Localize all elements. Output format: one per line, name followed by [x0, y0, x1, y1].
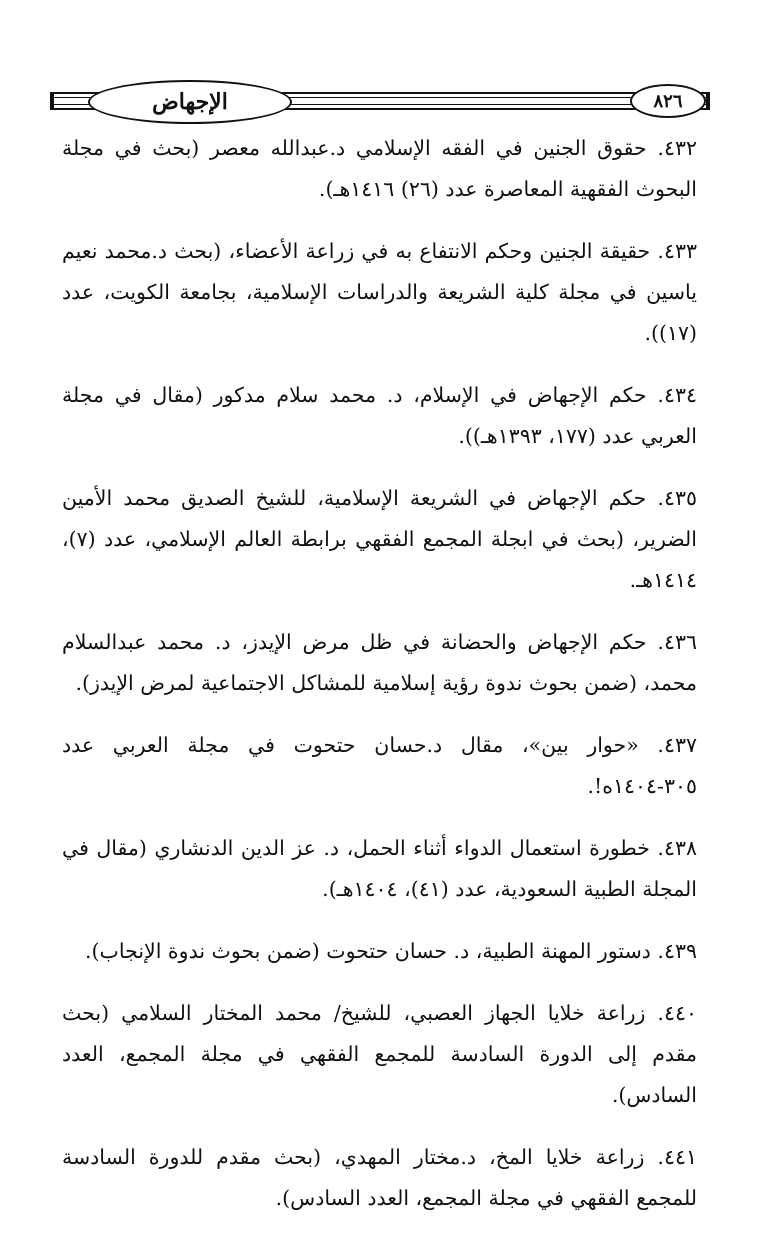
entry-text: «حوار بين»، مقال د.حسان حتحوت في مجلة العربي عدد ٣٠٥-١٤٠٤ه!. [62, 733, 697, 798]
bibliography-entry [62, 931, 697, 972]
entry-number: ٤٣٣. [657, 239, 697, 263]
entry-text: حقوق الجنين في الفقه الإسلامي د.عبدالله معصر (بحث في مجلة البحوث الفقهية المعاصرة عدد (٢٦) ١٤١٦هـ). [62, 136, 697, 201]
entry-text: دستور المهنة الطبية، د. حسان حتحوت (ضمن بحوث ندوة الإنجاب). [85, 939, 651, 963]
entry-number: ٤٣٢. [657, 136, 697, 160]
chapter-title: الإجهاض [88, 80, 292, 124]
entry-number: ٤٤٠. [657, 1001, 697, 1025]
entry-text: حكم الإجهاض والحضانة في ظل مرض الإيدز، د. محمد عبدالسلام محمد، (ضمن بحوث ندوة رؤية إسلامية للمشاكل الاجتماعية لمرض الإيدز). [62, 630, 697, 695]
bibliography-list [62, 128, 697, 1240]
bibliography-entry [62, 725, 697, 807]
bibliography-entry [62, 622, 697, 704]
entry-number: ٤٣٧. [657, 733, 697, 757]
bibliography-entry [62, 1137, 697, 1219]
bibliography-entry [62, 231, 697, 354]
bibliography-entry [62, 993, 697, 1116]
bibliography-entry [62, 828, 697, 910]
entry-text: حكم الإجهاض في الشريعة الإسلامية، للشيخ الصديق محمد الأمين الضرير، (بحث في ابجلة المجمع الفقهي برابطة العالم الإسلامي، عدد (٧)، ١٤١٤هـ. [62, 486, 697, 592]
bibliography-entry [62, 375, 697, 457]
bibliography-entry [62, 478, 697, 601]
entry-number: ٤٣٤. [657, 383, 697, 407]
entry-text: حكم الإجهاض في الإسلام، د. محمد سلام مدكور (مقال في مجلة العربي عدد (١٧٧، ١٣٩٣هـ)). [62, 383, 697, 448]
entry-text: زراعة خلايا المخ، د.مختار المهدي، (بحث مقدم للدورة السادسة للمجمع الفقهي في مجلة المجمع، العدد السادس). [62, 1145, 697, 1210]
entry-text: خطورة استعمال الدواء أثناء الحمل، د. عز الدين الدنشاري (مقال في المجلة الطبية السعودية، عدد (٤١)، ١٤٠٤هـ). [62, 836, 697, 901]
entry-number: ٤٣٥. [657, 486, 697, 510]
entry-number: ٤٤١. [657, 1145, 697, 1169]
bibliography-entry [62, 128, 697, 210]
entry-number: ٤٣٨. [657, 836, 697, 860]
header-end-ornament [706, 92, 710, 110]
entry-number: ٤٣٩. [657, 939, 697, 963]
running-header [50, 80, 710, 126]
entry-number: ٤٣٦. [657, 630, 697, 654]
page-number: ٨٢٦ [630, 84, 706, 118]
entry-text: زراعة خلايا الجهاز العصبي، للشيخ/ محمد المختار السلامي (بحث مقدم إلى الدورة السادسة للمجمع الفقهي في مجلة المجمع، العدد السادس). [62, 1001, 697, 1107]
entry-text: حقيقة الجنين وحكم الانتفاع به في زراعة الأعضاء، (بحث د.محمد نعيم ياسين في مجلة كلية الشريعة والدراسات الإسلامية، بجامعة الكويت، عدد (١٧)). [62, 239, 697, 345]
